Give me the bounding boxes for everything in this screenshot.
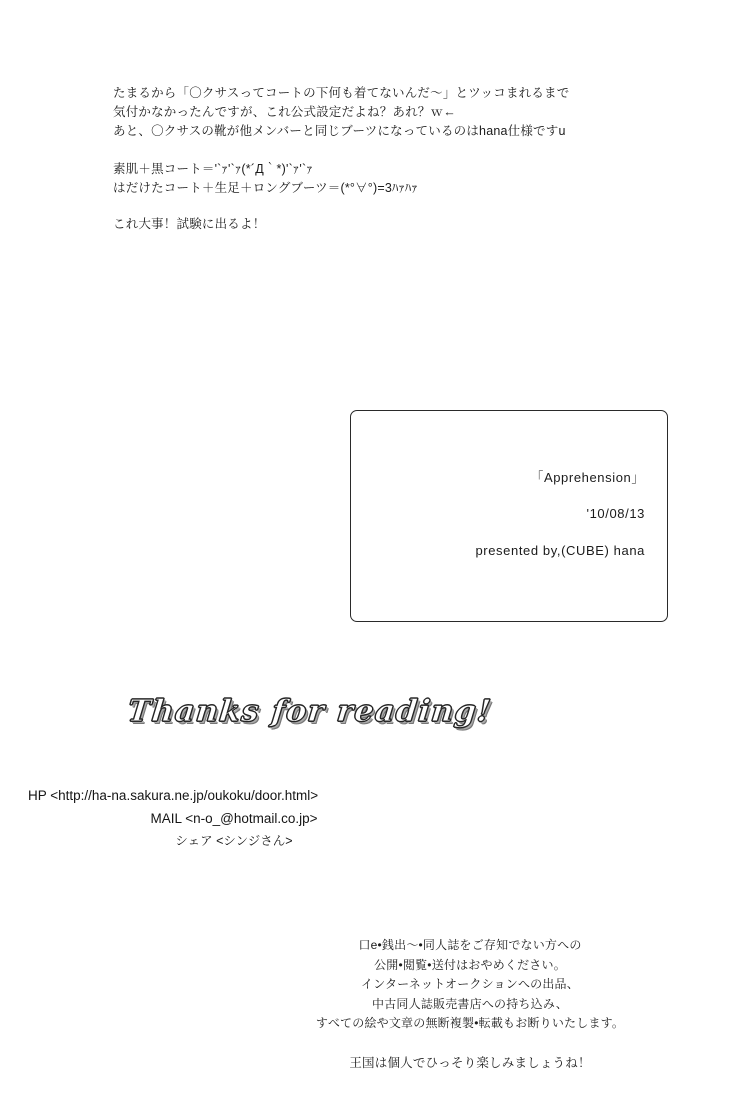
afterword-line-2: 気付かなかったんですが、これ公式設定だよね？あれ？ｗ← — [113, 105, 456, 119]
afterword-line-3: あと、〇クサスの靴が他メンバーと同じブーツになっているのはhana仕様ですu — [113, 124, 566, 138]
publication-date: '10/08/13 — [586, 506, 645, 521]
homepage-url: HP <http://ha-na.sakura.ne.jp/oukoku/door.html> — [28, 788, 319, 803]
notice-final-line: 王国は個人でひっそり楽しみましょうね！ — [349, 1055, 591, 1070]
notice-line-3: インターネットオークションへの出品、 — [361, 977, 579, 991]
notice-line-5: すべての絵や文章の無断複製•転載もお断りいたします。 — [315, 1016, 625, 1030]
afterword-spacer-1 — [113, 141, 673, 160]
afterword-line-1: たまるから「〇クサスってコートの下何も着てないんだ〜」とツッコまれるまで — [113, 86, 570, 100]
notice-block — [280, 936, 660, 1073]
notice-line-2: 公開•閲覧•送付はおやめください。 — [374, 957, 566, 972]
afterword-line-6: これ大事！試験に出るよ！ — [113, 217, 266, 231]
work-title: 「Apprehension」 — [530, 470, 645, 485]
credit-box — [350, 410, 668, 622]
mail-address: MAIL <n-o_@hotmail.co.jp> — [150, 811, 318, 826]
afterword-line-5: はだけたコート＋生足＋ロングブーツ＝(*°∀°)=3ﾊｧﾊｧ — [113, 181, 418, 195]
thanks-banner-text: Thanks for reading! — [126, 694, 494, 729]
credit-box-content — [371, 467, 645, 558]
notice-line-1: 口e•銭出〜•同人誌をご存知でない方への — [358, 938, 582, 952]
afterword-line-4: 素肌＋黒コート＝'`ｧ'`ｧ(*´Д｀*)'`ｧ'`ｧ — [113, 162, 313, 176]
notice-line-4: 中古同人誌販売書店への持ち込み、 — [372, 996, 568, 1011]
thanks-banner — [128, 694, 548, 734]
presented-by: presented by,(CUBE) hana — [475, 543, 645, 558]
contact-block — [28, 784, 440, 853]
afterword-spacer-2 — [113, 198, 673, 215]
afterword-text-block — [113, 84, 673, 234]
share-credit: シェア <シンジさん> — [175, 834, 293, 848]
